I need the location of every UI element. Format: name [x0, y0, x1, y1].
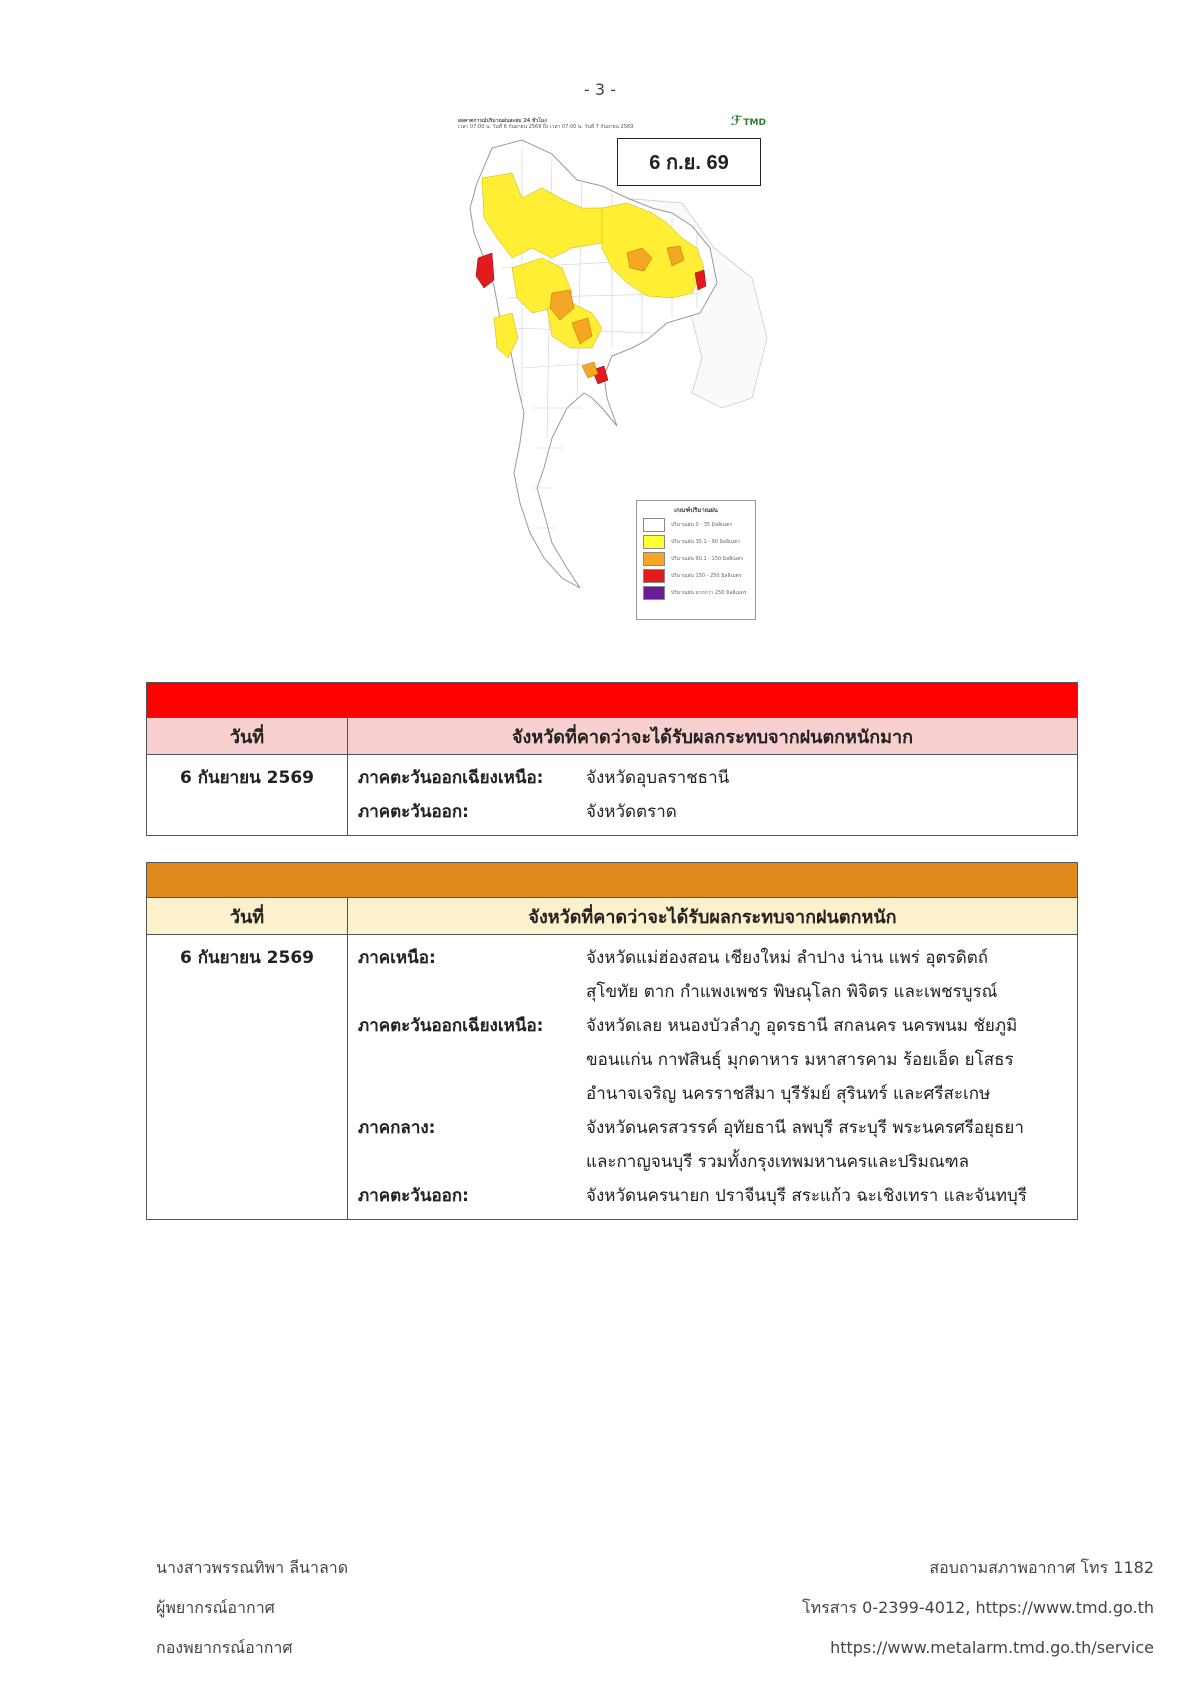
very-heavy-rain-table [146, 682, 1078, 836]
legend-title: เกณฑ์ปริมาณฝน [674, 507, 718, 514]
legend-label: ปริมาณฝน 35.1 - 90 มิลลิเมตร [671, 539, 740, 545]
legend-item [643, 569, 749, 583]
alert-band-orange [147, 863, 1078, 898]
contact-phone: สอบถามสภาพอากาศ โทร 1182 [929, 1558, 1154, 1577]
region-provinces: จังหวัดนครสวรรค์ อุทัยธานี ลพบุรี สระบุรี พระนครศรีอยุธยา [586, 1118, 1024, 1138]
region-provinces: จังหวัดอุบลราชธานี [586, 768, 730, 788]
map-legend [636, 500, 756, 620]
map-header-subtitle: เวลา 07:00 น. วันที่ 6 กันยายน 2569 ถึง เวลา 07:00 น. วันที่ 7 กันยายน 2569 [458, 124, 634, 130]
contact-fax-website: โทรสาร 0-2399-4012, https://www.tmd.go.th [802, 1598, 1154, 1617]
legend-swatch [643, 535, 665, 549]
footer-contact [802, 1548, 1154, 1668]
legend-swatch [643, 518, 665, 532]
legend-item [643, 535, 749, 549]
table-header [147, 718, 1078, 755]
alert-band-red-cell [147, 683, 1078, 718]
legend-swatch [643, 552, 665, 566]
region-provinces: และกาญจนบุรี รวมทั้งกรุงเทพมหานครและปริมณฑล [586, 1152, 970, 1172]
alert-band-red [147, 683, 1078, 718]
map-header-title: ผลคาดการณ์ปริมาณฝนสะสม 24 ชั่วโมง [458, 118, 547, 124]
region-provinces: จังหวัดนครนายก ปราจีนบุรี สระแก้ว ฉะเชิงเทรา และจันทบุรี [586, 1186, 1027, 1206]
forecaster-name: นางสาวพรรณทิพา ลีนาลาด [156, 1558, 349, 1577]
tmd-logo-text: TMD [743, 118, 766, 128]
forecaster-title: ผู้พยากรณ์อากาศ [156, 1598, 275, 1617]
table-row [147, 935, 1078, 1220]
table-header [147, 898, 1078, 935]
heavy-rain-table [146, 862, 1078, 1220]
region-provinces: อำนาจเจริญ นครราชสีมา บุรีรัมย์ สุรินทร์ และศรีสะเกษ [586, 1084, 991, 1104]
contact-service-link[interactable]: https://www.metalarm.tmd.go.th/service [830, 1638, 1154, 1657]
region-provinces: จังหวัดแม่ฮ่องสอน เชียงใหม่ ลำปาง น่าน แพร่ อุตรดิตถ์ [586, 948, 989, 968]
alert-band-orange-cell [147, 863, 1078, 898]
region-provinces: ขอนแก่น กาฬสินธุ์ มุกดาหาร มหาสารคาม ร้อยเอ็ด ยโสธร [586, 1050, 1014, 1070]
region-provinces: จังหวัดเลย หนองบัวลำภู อุดรธานี สกลนคร นครพนม ชัยภูมิ [586, 1016, 1018, 1036]
legend-label: ปริมาณฝน 90.1 - 150 มิลลิเมตร [671, 556, 744, 562]
region-provinces: จังหวัดตราด [586, 802, 677, 822]
footer-signature [156, 1548, 348, 1668]
legend-label: ปริมาณฝน 0 - 35 มิลลิเมตร [671, 522, 733, 528]
region-provinces: สุโขทัย ตาก กำแพงเพชร พิษณุโลก พิจิตร และเพชรบูรณ์ [586, 982, 998, 1002]
regions-cell [348, 935, 1078, 1220]
region-name: ภาคกลาง: [358, 1118, 436, 1138]
legend-swatch [643, 569, 665, 583]
page-number: - 3 - [584, 80, 616, 99]
header-date: วันที่ [147, 718, 348, 755]
region-name: ภาคตะวันออกเฉียงเหนือ: [358, 768, 544, 788]
map-date-label: 6 ก.ย. 69 [617, 138, 761, 186]
rain-forecast-map [452, 108, 772, 630]
region-name: ภาคตะวันออกเฉียงเหนือ: [358, 1016, 544, 1036]
legend-label: ปริมาณฝน มากกว่า 250 มิลลิเมตร [671, 590, 747, 596]
rain-zone-red [476, 253, 494, 288]
table-row [147, 755, 1078, 836]
tmd-logo-icon: ℱ [730, 114, 742, 129]
header-provinces: จังหวัดที่คาดว่าจะได้รับผลกระทบจากฝนตกหนักมาก [348, 718, 1078, 755]
header-date: วันที่ [147, 898, 348, 935]
region-name: ภาคตะวันออก: [358, 802, 469, 822]
header-provinces: จังหวัดที่คาดว่าจะได้รับผลกระทบจากฝนตกหนัก [348, 898, 1078, 935]
legend-label: ปริมาณฝน 150 - 250 มิลลิเมตร [671, 573, 742, 579]
legend-swatch [643, 586, 665, 600]
date-cell: 6 กันยายน 2569 [147, 935, 348, 1220]
region-name: ภาคตะวันออก: [358, 1186, 469, 1206]
legend-item [643, 552, 749, 566]
division-name: กองพยากรณ์อากาศ [156, 1638, 293, 1657]
date-cell: 6 กันยายน 2569 [147, 755, 348, 836]
legend-item [643, 518, 749, 532]
legend-item [643, 586, 749, 600]
regions-cell [348, 755, 1078, 836]
region-name: ภาคเหนือ: [358, 948, 436, 968]
